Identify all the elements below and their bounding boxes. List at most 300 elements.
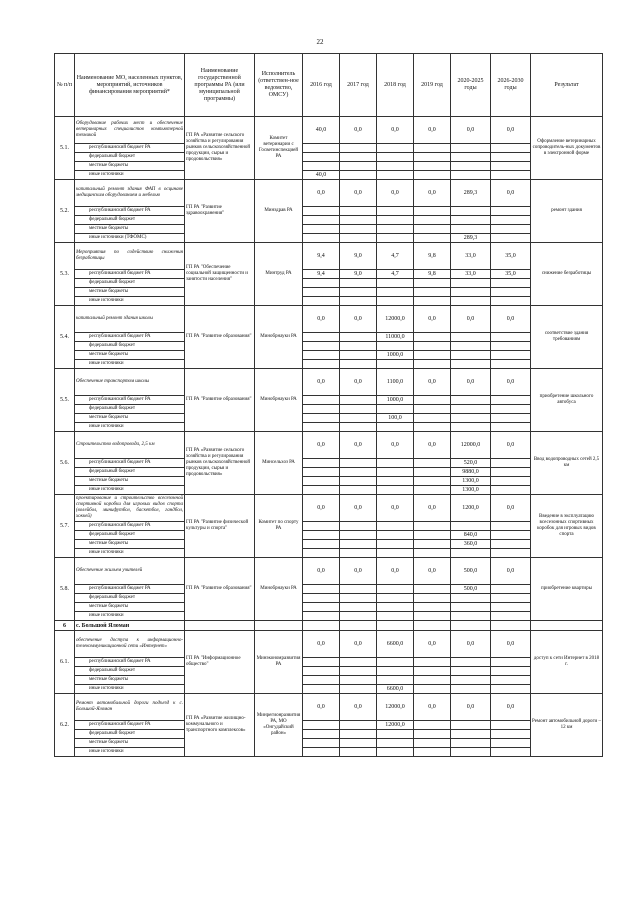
value-cell: 1200,0 [451, 495, 491, 522]
value-cell [377, 216, 414, 225]
value-cell: 0,0 [451, 631, 491, 658]
value-cell [377, 549, 414, 558]
table-row [55, 631, 603, 658]
value-cell: 33,0 [451, 243, 491, 270]
value-cell: 9,4 [303, 243, 340, 270]
value-cell [303, 297, 340, 306]
value-cell [303, 423, 340, 432]
value-cell: 0,0 [414, 117, 451, 144]
value-cell [414, 658, 451, 667]
value-cell: 0,0 [303, 558, 340, 585]
value-cell [377, 585, 414, 594]
value-cell [414, 360, 451, 369]
value-cell [414, 288, 451, 297]
program-name: ГП РА "Развитие физической культуры и спорта" [185, 495, 255, 558]
value-cell [303, 360, 340, 369]
funding-source: иные источники [75, 360, 185, 369]
value-cell: 840,0 [451, 531, 491, 540]
value-cell: 6600,0 [377, 685, 414, 694]
value-cell: 0,0 [377, 495, 414, 522]
value-cell [451, 279, 491, 288]
result: Ввод водопроводных сетей 2,5 км [531, 432, 603, 495]
funding-source: иные источники [75, 297, 185, 306]
value-cell: 0,0 [414, 631, 451, 658]
value-cell: 9,8 [414, 243, 451, 270]
value-cell [340, 207, 377, 216]
empty-cell [303, 621, 340, 631]
value-cell: 0,0 [491, 117, 531, 144]
value-cell [340, 748, 377, 757]
column-header: Исполнитель (ответствен-ное ведомство, ОМСУ) [255, 54, 303, 117]
section-number: 6 [55, 621, 75, 631]
value-cell [451, 396, 491, 405]
value-cell [451, 288, 491, 297]
source-row [55, 676, 603, 685]
value-cell [451, 225, 491, 234]
source-row [55, 396, 603, 405]
measure-name: капитальный ремонт здания ФАП в осцинаве медицинским оборудованием и мебелью [75, 180, 185, 207]
value-cell: 0,0 [491, 694, 531, 721]
program-name: ГП РА "Информационное общество" [185, 631, 255, 694]
value-cell [303, 279, 340, 288]
funding-source: республиканский бюджет РА [75, 396, 185, 405]
funding-source: местные бюджеты [75, 739, 185, 748]
funding-source: федеральный бюджет [75, 153, 185, 162]
value-cell: 6600,0 [377, 631, 414, 658]
measure-name: Обеспечение транспортом школы [75, 369, 185, 396]
source-row [55, 531, 603, 540]
row-number: 6.1. [55, 631, 75, 694]
funding-source: республиканский бюджет РА [75, 207, 185, 216]
value-cell [377, 658, 414, 667]
source-row [55, 234, 603, 243]
program-name: ГП РА «Развитие сельского хозяйства и регулирования рынков сельскохозяйственной продукции, сырья и продовольствия» [185, 117, 255, 180]
column-header: № п/п [55, 54, 75, 117]
value-cell: 289,3 [451, 234, 491, 243]
value-cell [414, 748, 451, 757]
value-cell [414, 676, 451, 685]
value-cell [303, 144, 340, 153]
funding-source: местные бюджеты [75, 676, 185, 685]
value-cell [340, 423, 377, 432]
value-cell: 500,0 [451, 558, 491, 585]
value-cell [414, 342, 451, 351]
value-cell [491, 676, 531, 685]
value-cell: 0,0 [340, 558, 377, 585]
value-cell [414, 477, 451, 486]
funding-source: иные источники [75, 748, 185, 757]
value-cell [340, 288, 377, 297]
value-cell: 0,0 [340, 631, 377, 658]
value-cell [414, 171, 451, 180]
value-cell: 0,0 [340, 180, 377, 207]
value-cell [303, 234, 340, 243]
column-header: Наименование государственной программы РА (или муниципальной программы) [185, 54, 255, 117]
value-cell [491, 171, 531, 180]
value-cell [340, 144, 377, 153]
value-cell: 0,0 [491, 369, 531, 396]
value-cell [340, 477, 377, 486]
value-cell [491, 730, 531, 739]
result: Введение в эксплуатацию всесезонных спортивных коробок для игровых видов спорта [531, 495, 603, 558]
source-row [55, 540, 603, 549]
section-name: с. Большой Яломан [75, 621, 185, 631]
executor: Минрегионразвития РА, МО «Онгудайский район» [255, 694, 303, 757]
source-row [55, 477, 603, 486]
value-cell [491, 396, 531, 405]
funding-source: иные источники [75, 486, 185, 495]
measure-name: обеспечение доступа к информационно-телекоммуникационной сети «Интернет» [75, 631, 185, 658]
value-cell [377, 730, 414, 739]
value-cell [340, 603, 377, 612]
value-cell [303, 162, 340, 171]
value-cell [451, 414, 491, 423]
value-cell [377, 342, 414, 351]
value-cell [451, 360, 491, 369]
value-cell [414, 612, 451, 621]
source-row [55, 459, 603, 468]
funding-source: республиканский бюджет РА [75, 333, 185, 342]
value-cell [303, 531, 340, 540]
value-cell: 0,0 [414, 180, 451, 207]
measure-name: Строительство водопровода, 2,5 км [75, 432, 185, 459]
table-row [55, 432, 603, 459]
value-cell [414, 486, 451, 495]
table-row [55, 495, 603, 522]
value-cell [491, 459, 531, 468]
program-name: ГП РА «Развитие жилищно-коммунального и транспортного комплексов» [185, 694, 255, 757]
value-cell [491, 423, 531, 432]
value-cell [451, 351, 491, 360]
value-cell [340, 486, 377, 495]
value-cell [377, 612, 414, 621]
value-cell: 1100,0 [377, 369, 414, 396]
value-cell [340, 594, 377, 603]
value-cell [340, 342, 377, 351]
empty-cell [491, 621, 531, 631]
result: доступ к сети Интернет в 2018 г. [531, 631, 603, 694]
value-cell: 0,0 [377, 117, 414, 144]
value-cell [491, 739, 531, 748]
result: снижение безработицы [531, 243, 603, 306]
value-cell [377, 207, 414, 216]
value-cell: 0,0 [377, 180, 414, 207]
source-row [55, 522, 603, 531]
value-cell [303, 540, 340, 549]
value-cell [340, 612, 377, 621]
funding-source: федеральный бюджет [75, 468, 185, 477]
row-number: 5.8. [55, 558, 75, 621]
value-cell [414, 685, 451, 694]
funding-source: местные бюджеты [75, 540, 185, 549]
value-cell [377, 144, 414, 153]
result: ремонт здания [531, 180, 603, 243]
value-cell: 0,0 [491, 432, 531, 459]
value-cell [491, 288, 531, 297]
value-cell [491, 748, 531, 757]
table-row [55, 558, 603, 585]
value-cell: 0,0 [414, 432, 451, 459]
funding-source: иные источники [75, 612, 185, 621]
value-cell [303, 612, 340, 621]
source-row [55, 468, 603, 477]
source-row [55, 351, 603, 360]
empty-cell [340, 621, 377, 631]
column-header: 2026-2030 годы [491, 54, 531, 117]
value-cell [491, 667, 531, 676]
value-cell: 0,0 [491, 495, 531, 522]
value-cell [303, 216, 340, 225]
page-number: 22 [316, 38, 324, 46]
value-cell [303, 342, 340, 351]
value-cell: 0,0 [451, 306, 491, 333]
column-header: 2020-2025 годы [451, 54, 491, 117]
source-row [55, 225, 603, 234]
value-cell [414, 414, 451, 423]
result: Ремонт автомобильной дороги – 12 км [531, 694, 603, 757]
funding-source: местные бюджеты [75, 477, 185, 486]
value-cell [414, 540, 451, 549]
value-cell [414, 549, 451, 558]
value-cell: 0,0 [491, 558, 531, 585]
measure-name: проектирование и строительство всесезонной спортивной коробки для игровых видов спорта (волейбол, минифутбол, баскетбол, гандбол, хоккей) [75, 495, 185, 522]
value-cell [491, 234, 531, 243]
value-cell [451, 297, 491, 306]
value-cell: 40,0 [303, 171, 340, 180]
source-row [55, 153, 603, 162]
funding-source: республиканский бюджет РА [75, 144, 185, 153]
value-cell [451, 522, 491, 531]
empty-cell [414, 621, 451, 631]
executor: Минтруд РА [255, 243, 303, 306]
source-row [55, 739, 603, 748]
value-cell [377, 594, 414, 603]
value-cell [377, 171, 414, 180]
value-cell [414, 153, 451, 162]
row-number: 5.4. [55, 306, 75, 369]
value-cell [451, 658, 491, 667]
value-cell [340, 459, 377, 468]
value-cell [491, 477, 531, 486]
source-row [55, 721, 603, 730]
source-row [55, 423, 603, 432]
value-cell [303, 739, 340, 748]
value-cell [377, 234, 414, 243]
value-cell [491, 612, 531, 621]
value-cell [340, 540, 377, 549]
funding-source: иные источники [75, 685, 185, 694]
value-cell [491, 486, 531, 495]
value-cell [377, 405, 414, 414]
value-cell [303, 396, 340, 405]
value-cell [377, 486, 414, 495]
program-name: ГП РА «Развитие сельского хозяйства и регулирования рынков сельскохозяйственной продукции, сырья и продовольствия» [185, 432, 255, 495]
value-cell [303, 477, 340, 486]
funding-source: федеральный бюджет [75, 279, 185, 288]
funding-source: местные бюджеты [75, 351, 185, 360]
value-cell [303, 522, 340, 531]
measure-name: капитальный ремонт здания школы [75, 306, 185, 333]
value-cell [303, 333, 340, 342]
value-cell [491, 297, 531, 306]
empty-cell [185, 621, 255, 631]
value-cell [340, 351, 377, 360]
value-cell [414, 730, 451, 739]
value-cell [451, 721, 491, 730]
value-cell [340, 153, 377, 162]
empty-cell [377, 621, 414, 631]
value-cell [414, 721, 451, 730]
value-cell [491, 153, 531, 162]
value-cell: 12000,0 [377, 694, 414, 721]
value-cell [491, 225, 531, 234]
value-cell [451, 216, 491, 225]
value-cell: 500,0 [451, 585, 491, 594]
value-cell [451, 153, 491, 162]
value-cell [303, 288, 340, 297]
value-cell [491, 721, 531, 730]
value-cell [340, 522, 377, 531]
table-header [55, 54, 603, 117]
value-cell [491, 360, 531, 369]
value-cell: 0,0 [303, 306, 340, 333]
empty-cell [255, 621, 303, 631]
value-cell [303, 549, 340, 558]
table-row [55, 694, 603, 721]
value-cell [340, 739, 377, 748]
value-cell [303, 405, 340, 414]
value-cell [451, 342, 491, 351]
value-cell [340, 396, 377, 405]
value-cell: 0,0 [414, 369, 451, 396]
value-cell [377, 459, 414, 468]
empty-cell [451, 621, 491, 631]
value-cell: 9,0 [340, 270, 377, 279]
value-cell [303, 594, 340, 603]
program-name: ГП РА "Обеспечение социальной защищенности и занятости населения" [185, 243, 255, 306]
table-row [55, 369, 603, 396]
funding-source: местные бюджеты [75, 288, 185, 297]
value-cell [340, 333, 377, 342]
funding-source: федеральный бюджет [75, 342, 185, 351]
value-cell [340, 216, 377, 225]
source-row [55, 279, 603, 288]
row-number: 5.1. [55, 117, 75, 180]
value-cell [451, 676, 491, 685]
value-cell [377, 468, 414, 477]
funding-source: федеральный бюджет [75, 216, 185, 225]
source-row [55, 685, 603, 694]
value-cell [303, 721, 340, 730]
executor: Минэкономразвития РА [255, 631, 303, 694]
source-row [55, 144, 603, 153]
value-cell: 9,8 [414, 270, 451, 279]
value-cell [303, 153, 340, 162]
value-cell [491, 342, 531, 351]
value-cell [491, 585, 531, 594]
executor: Минобрнауки РА [255, 558, 303, 621]
value-cell [303, 351, 340, 360]
value-cell [303, 486, 340, 495]
value-cell [303, 676, 340, 685]
column-header: 2019 год [414, 54, 451, 117]
value-cell [414, 522, 451, 531]
executor: Комитет ветеринарии с Госветинспекцией РА [255, 117, 303, 180]
value-cell: 0,0 [303, 432, 340, 459]
value-cell: 0,0 [303, 495, 340, 522]
value-cell [451, 405, 491, 414]
value-cell: 4,7 [377, 243, 414, 270]
row-number: 5.7. [55, 495, 75, 558]
value-cell [377, 288, 414, 297]
value-cell [414, 594, 451, 603]
value-cell [377, 423, 414, 432]
value-cell: 40,0 [303, 117, 340, 144]
value-cell [491, 207, 531, 216]
column-header: 2017 год [340, 54, 377, 117]
executor: Минсельхоз РА [255, 432, 303, 495]
value-cell [377, 676, 414, 685]
value-cell [451, 685, 491, 694]
source-row [55, 405, 603, 414]
source-row [55, 333, 603, 342]
value-cell [340, 676, 377, 685]
value-cell [377, 603, 414, 612]
value-cell [491, 333, 531, 342]
result: приобретение квартиры [531, 558, 603, 621]
funding-source: федеральный бюджет [75, 594, 185, 603]
value-cell [377, 667, 414, 676]
value-cell: 35,0 [491, 270, 531, 279]
value-cell [414, 144, 451, 153]
funding-source: федеральный бюджет [75, 531, 185, 540]
value-cell [491, 685, 531, 694]
program-table [54, 53, 603, 757]
value-cell [451, 207, 491, 216]
value-cell: 0,0 [340, 694, 377, 721]
source-row [55, 270, 603, 279]
source-row [55, 288, 603, 297]
value-cell [340, 730, 377, 739]
value-cell [451, 144, 491, 153]
value-cell [491, 405, 531, 414]
funding-source: республиканский бюджет РА [75, 585, 185, 594]
value-cell [377, 279, 414, 288]
table-row [55, 180, 603, 207]
value-cell [303, 667, 340, 676]
value-cell [491, 522, 531, 531]
value-cell [303, 685, 340, 694]
value-cell [377, 522, 414, 531]
value-cell [491, 414, 531, 423]
value-cell [451, 748, 491, 757]
value-cell [340, 162, 377, 171]
source-row [55, 730, 603, 739]
value-cell [414, 207, 451, 216]
value-cell [451, 594, 491, 603]
value-cell [414, 423, 451, 432]
value-cell: 0,0 [303, 369, 340, 396]
program-name: ГП РА "Развитие образования" [185, 306, 255, 369]
program-name: ГП РА "Развитие здравоохранения" [185, 180, 255, 243]
value-cell [340, 225, 377, 234]
value-cell [377, 531, 414, 540]
column-header: 2018 год [377, 54, 414, 117]
column-header: Результат [531, 54, 603, 117]
funding-source: республиканский бюджет РА [75, 459, 185, 468]
value-cell [303, 414, 340, 423]
row-number: 5.5. [55, 369, 75, 432]
